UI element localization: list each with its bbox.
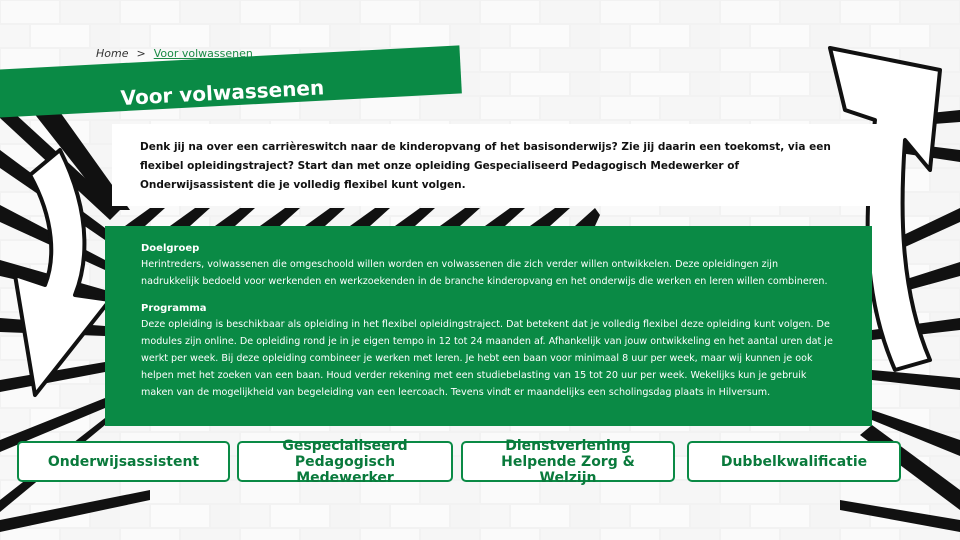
section-heading-programma: Programma [141,303,207,314]
intro-text: Denk jij na over een carrièreswitch naar de kinderopvang of het basisonderwijs? Zie jij daarin een toekomst, via een flexibel opleidingstraject? Start dan met onze opleiding Gespecialiseerd Pedagogisch Medewerker of Onderwijsassistent die je volledig flexibel kunt volgen. [112,124,878,206]
section-text-programma: Deze opleiding is beschikbaar als opleiding in het flexibel opleidingstraject. Dat betekent dat je volledig flexibel deze opleiding kunt volgen. De modules zijn online. De opleiding rond je in je eigen tempo in 12 tot 24 maanden af. Afhankelijk van jouw ontwikkeling en het aantal uren dat je werkt per week. Bij deze opleiding combineer je werken met leren. Je hebt een baan voor minimaal 8 uur per week, maar wij kunnen je ook helpen met het zoeken van een baan. Houd verder rekening met een studiebelasting van 15 tot 20 uur per week. Wekelijks kun je gebruik maken van de mogelijkheid van begeleiding van een leercoach. Tevens vindt er maandelijks een scholingsdag plaats in Hilversum. [141,319,833,398]
breadcrumb-home-link[interactable]: Home [96,47,129,60]
breadcrumb-separator: > [136,47,146,60]
page-title: Voor volwassenen [120,75,325,110]
info-panel [105,226,872,426]
helpende-zorg-welzijn-button[interactable]: Dienstverlening Helpende Zorg & Welzijn [461,441,675,482]
pedagogisch-medewerker-button[interactable]: Gespecialiseerd Pedagogisch Medewerker [237,441,453,482]
section-heading-doelgroep: Doelgroep [141,243,200,254]
section-text-doelgroep: Herintreders, volwassenen die omgeschoold willen worden en volwassenen die zich verder willen ontwikkelen. Deze opleidingen zijn nadrukkelijk bedoeld voor werkenden en werkzoekenden in de branche kinderopvang en het onderwijs die werken en leren willen combineren. [141,259,828,287]
dubbelkwalificatie-button[interactable]: Dubbelkwalificatie [687,441,901,482]
onderwijsassistent-button[interactable]: Onderwijsassistent [17,441,230,482]
breadcrumb-current[interactable]: Voor volwassenen [153,47,253,60]
